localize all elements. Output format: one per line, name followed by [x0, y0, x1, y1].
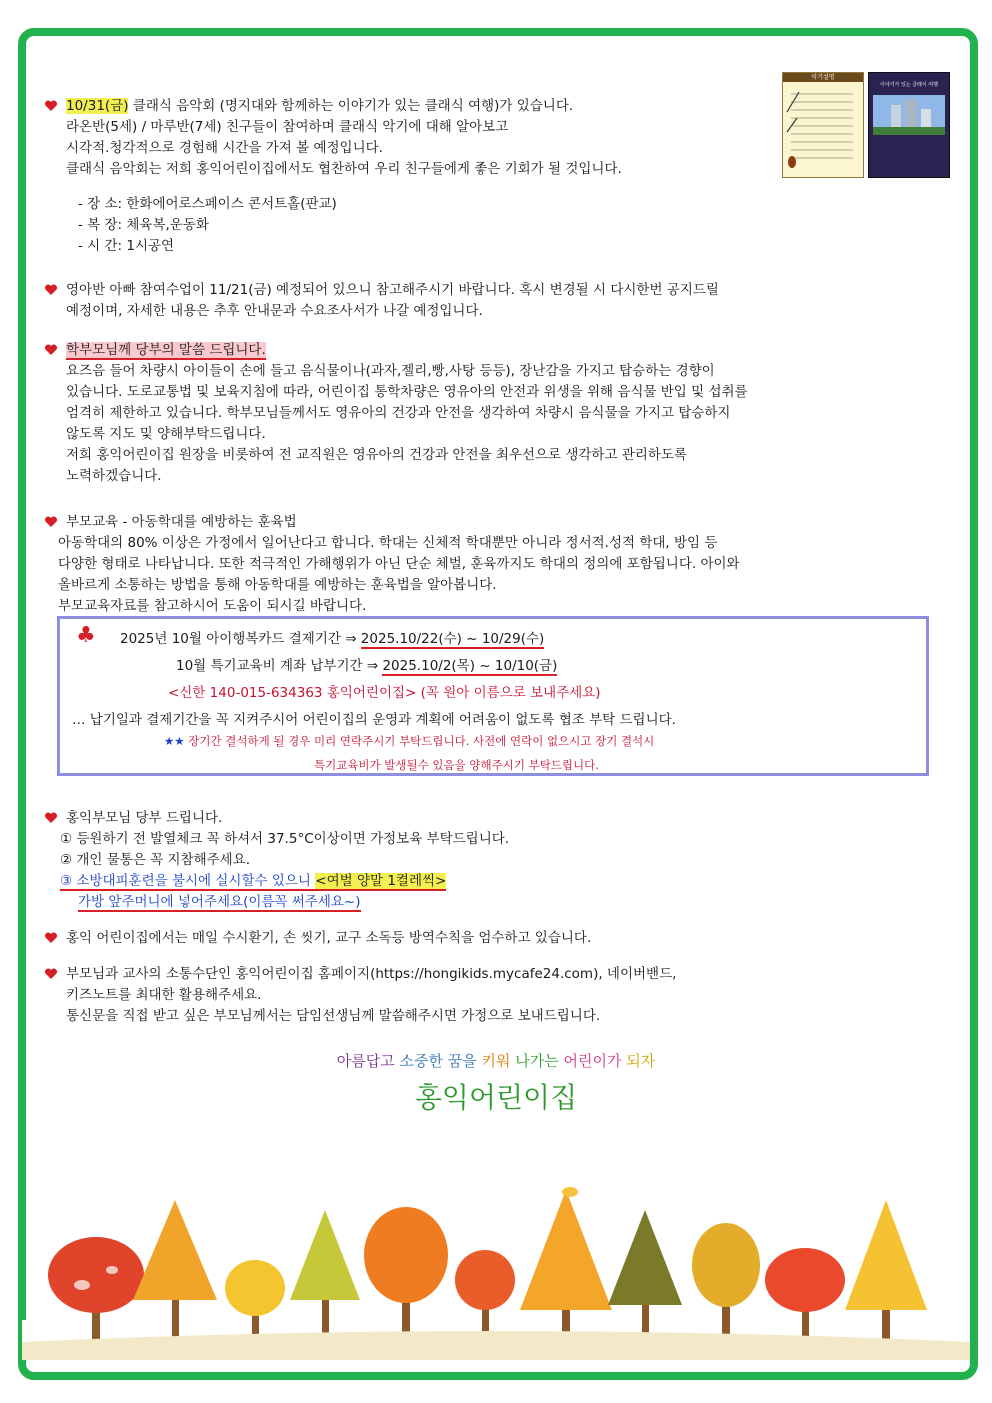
concert-line-4: 클래식 음악회는 저희 홍익어린이집에서도 협찬하여 우리 친구들에게 좋은 기회가 될 것입니다. — [66, 161, 622, 177]
communication-line-3: 통신문을 직접 받고 싶은 부모님께서는 담임선생님께 말씀해주시면 가정으로 보내드립니다. — [66, 1008, 601, 1024]
health-item-2: ② 개인 물통은 꼭 지참해주세요. — [60, 852, 251, 868]
absence-notice-1: 장기간 결석하게 될 경우 미리 연락주시기 부탁드립니다. 사전에 연락이 없으시고 장기 결석시 — [184, 734, 655, 748]
communication-line-2: 키즈노트를 최대한 활용해주세요. — [66, 987, 262, 1003]
thumbnail-title-right: 이야기가 있는 클래식 여행 — [880, 82, 938, 88]
communication-section — [44, 964, 944, 1027]
heart-icon — [44, 283, 58, 296]
extra-socks-highlight: <여벌 양말 1켤레씩> — [315, 873, 447, 889]
health-item-3-cont: 가방 앞주머니에 넣어주세요(이름꼭 써주세요~) — [78, 894, 361, 910]
hygiene-section — [44, 928, 944, 949]
slogan-part: 아름답고 — [336, 1052, 400, 1070]
request-line-6: 노력하겠습니다. — [66, 468, 162, 484]
slogan — [0, 1050, 992, 1071]
payment-notice-box — [57, 616, 929, 776]
request-line-3: 엄격히 제한하고 있습니다. 학부모님들께서도 영유아의 건강과 안전을 생각하여 차량시 음식물을 가지고 탑승하지 — [66, 405, 731, 421]
education-line-3: 올바르게 소통하는 방법을 통해 아동학대를 예방하는 훈육법을 알아봅니다. — [58, 577, 497, 593]
health-section — [44, 808, 944, 913]
heart-icon — [44, 931, 58, 944]
communication-line-1: 부모님과 교사의 소통수단인 홍익어린이집 홈페이지(https://hongikids.mycafe24.com), 네이버밴드, — [66, 966, 677, 982]
education-title: 부모교육 - 아동학대를 예방하는 훈육법 — [66, 514, 297, 530]
heart-icon — [44, 99, 58, 112]
heart-icon — [44, 811, 58, 824]
fee-payment-label: 10월 특기교육비 계좌 납부기간 ⇒ — [176, 658, 383, 674]
request-line-1: 요즈음 들어 차량시 아이들이 손에 들고 음식물이나(과자,젤리,빵,사탕 등등), 장난감을 가지고 탑승하는 경향이 — [66, 363, 715, 379]
father-line-1: 영아반 아빠 참여수업이 11/21(금) 예정되어 있으니 참고해주시기 바랍니다. 혹시 변경될 시 다시한번 공지드릴 — [66, 282, 719, 298]
slogan-part: 되자 — [626, 1052, 656, 1070]
autumn-trees-illustration — [22, 1170, 970, 1360]
education-line-2: 다양한 형태로 나타납니다. 또한 적극적인 가해행위가 아닌 단순 체벌, 훈육까지도 학대의 정의에 포함됩니다. 아이와 — [58, 556, 740, 572]
request-line-4: 않도록 지도 및 양해부탁드립니다. — [66, 426, 266, 442]
concert-time: - 시 간: 1시공연 — [78, 238, 175, 254]
slogan-part: 어린이가 — [563, 1052, 627, 1070]
education-line-1: 아동학대의 80% 이상은 가정에서 일어난다고 합니다. 학대는 신체적 학대뿐만 아니라 정서적.성적 학대, 방임 등 — [58, 535, 718, 551]
fee-payment-period: 2025.10/2(목) ~ 10/10(금) — [382, 658, 558, 674]
bank-account: <신한 140-015-634363 홍익어린이집> (꼭 원아 이름으로 보내주세요) — [168, 685, 601, 701]
star-icon: ★★ — [164, 734, 185, 748]
health-title: 홍익부모님 당부 드립니다. — [66, 810, 223, 826]
slogan-part: 소중한 꿈을 — [399, 1052, 482, 1070]
deadline-notice: … 납기일과 결제기간을 꼭 지켜주시어 어린이집의 운영과 계획에 어려움이 없도록 협조 부탁 드립니다. — [72, 712, 676, 728]
heart-icon — [44, 967, 58, 980]
concert-line-3: 시각적.청각적으로 경험해 시간을 가져 볼 예정입니다. — [66, 140, 383, 156]
hygiene-line: 홍익 어린이집에서는 매일 수시환기, 손 씻기, 교구 소독등 방역수칙을 엄수하고 있습니다. — [66, 930, 592, 946]
concert-line-1: 클래식 음악회 (명지대와 함께하는 이야기가 있는 클래식 여행)가 있습니다. — [128, 98, 574, 114]
education-line-4: 부모교육자료를 참고하시어 도움이 되시길 바랍니다. — [58, 598, 367, 614]
health-item-1: ① 등원하기 전 발열체크 꼭 하셔서 37.5°C이상이면 가정보육 부탁드립니다. — [60, 831, 510, 847]
health-item-3: ③ 소방대피훈련을 불시에 실시할수 있으니 — [60, 873, 316, 889]
request-title: 학부모님께 당부의 말씀 드립니다. — [66, 342, 266, 358]
concert-date: 10/31(금) — [66, 98, 129, 114]
concert-place: - 장 소: 한화에어로스페이스 콘서트홀(판교) — [78, 196, 337, 212]
heart-icon — [44, 515, 58, 528]
request-section — [44, 340, 944, 487]
concert-line-2: 라온반(5세) / 마루반(7세) 친구들이 참여하며 클래식 악기에 대해 알아보고 — [66, 119, 509, 135]
concert-dress: - 복 장: 체육복,운동화 — [78, 217, 209, 233]
card-payment-label: 2025년 10월 아이행복카드 결제기간 ⇒ — [120, 631, 361, 647]
education-section — [44, 512, 944, 617]
father-section — [44, 280, 944, 322]
school-name: 홍익어린이집 — [414, 1081, 578, 1114]
thumbnail-title-left: 악기설명 — [783, 73, 863, 82]
slogan-part: 키워 — [481, 1052, 516, 1070]
slogan-part: 나가는 — [515, 1052, 564, 1070]
club-icon: ♣ — [76, 623, 96, 648]
card-payment-period: 2025.10/22(수) ~ 10/29(수) — [360, 631, 545, 647]
request-line-5: 저희 홍익어린이집 원장을 비롯하여 전 교직원은 영유아의 건강과 안전을 최우선으로 생각하고 관리하도록 — [66, 447, 688, 463]
request-line-2: 있습니다. 도로교통법 및 보육지침에 따라, 어린이집 통학차량은 영유아의 안전과 위생을 위해 음식물 반입 및 섭취를 — [66, 384, 748, 400]
concert-section — [44, 96, 944, 257]
father-line-2: 예정이며, 자세한 내용은 추후 안내문과 수요조사서가 나갈 예정입니다. — [66, 303, 483, 319]
absence-notice-2: 특기교육비가 발생될수 있음을 양해주시기 부탁드립니다. — [314, 758, 599, 772]
heart-icon — [44, 343, 58, 356]
